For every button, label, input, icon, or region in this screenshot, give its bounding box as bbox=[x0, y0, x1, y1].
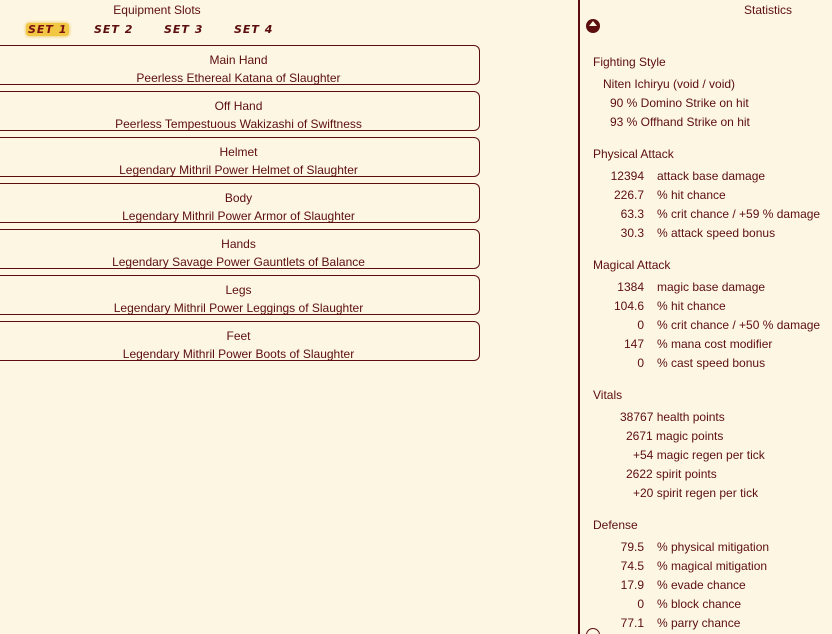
stat-label: % mana cost modifier bbox=[657, 337, 773, 351]
stat-label: % hit chance bbox=[657, 299, 726, 313]
stat-value: 63.3 bbox=[620, 207, 644, 221]
statistics-panel bbox=[580, 0, 832, 634]
statistics-title: Statistics bbox=[743, 3, 792, 17]
stat-label: % hit chance bbox=[657, 188, 726, 202]
slot-name: Helmet bbox=[219, 145, 258, 159]
stat-label: % evade chance bbox=[657, 578, 746, 592]
tab-set-2[interactable]: SET 2 bbox=[94, 23, 134, 36]
slot-item: Legendary Mithril Power Helmet of Slaughter bbox=[119, 163, 358, 177]
vitals-line: 38767 health points bbox=[620, 410, 725, 424]
scroll-down-icon[interactable] bbox=[586, 628, 600, 634]
slot-name: Main Hand bbox=[209, 53, 268, 67]
stat-label: % crit chance / +59 % damage bbox=[657, 207, 821, 221]
slot-item: Legendary Mithril Power Armor of Slaughter bbox=[122, 209, 355, 223]
stat-label: % physical mitigation bbox=[657, 540, 770, 554]
fighting-style-value: Niten Ichiryu (void / void) bbox=[603, 77, 736, 91]
scroll-up-icon[interactable] bbox=[586, 19, 600, 33]
stat-value: 1384 bbox=[617, 280, 644, 294]
slot-item: Peerless Tempestuous Wakizashi of Swiftness bbox=[115, 117, 362, 131]
stat-value: 147 bbox=[623, 337, 644, 351]
slot-name: Legs bbox=[225, 283, 252, 297]
stat-label: % attack speed bonus bbox=[657, 226, 776, 240]
slot-name: Feet bbox=[226, 329, 251, 343]
fighting-style-line: 93 % Offhand Strike on hit bbox=[610, 115, 750, 129]
tab-set-1[interactable]: SET 1 bbox=[28, 23, 68, 36]
slot-item: Legendary Mithril Power Leggings of Slaughter bbox=[113, 301, 364, 315]
vitals-line: +54 magic regen per tick bbox=[633, 448, 765, 462]
stat-value: 74.5 bbox=[620, 559, 644, 573]
physical-attack-title: Physical Attack bbox=[593, 147, 674, 161]
stat-value: 104.6 bbox=[613, 299, 644, 313]
tab-set-3[interactable]: SET 3 bbox=[164, 23, 204, 36]
stat-value: 0 bbox=[637, 318, 644, 332]
stat-label: magic base damage bbox=[657, 280, 766, 294]
slot-name: Body bbox=[224, 191, 253, 205]
slot-item: Legendary Mithril Power Boots of Slaughter bbox=[122, 347, 355, 361]
stat-value: 0 bbox=[637, 597, 644, 611]
stat-label: % cast speed bonus bbox=[657, 356, 766, 370]
slot-off-hand[interactable] bbox=[0, 91, 480, 131]
tab-set-4[interactable]: SET 4 bbox=[234, 23, 274, 36]
vitals-line: +20 spirit regen per tick bbox=[633, 486, 759, 500]
slot-body[interactable] bbox=[0, 183, 480, 223]
magical-attack-title: Magical Attack bbox=[593, 258, 671, 272]
slot-legs[interactable] bbox=[0, 275, 480, 315]
slot-helmet[interactable] bbox=[0, 137, 480, 177]
stat-label: % crit chance / +50 % damage bbox=[657, 318, 821, 332]
stat-value: 79.5 bbox=[620, 540, 644, 554]
vitals-line: 2622 spirit points bbox=[626, 467, 717, 481]
stat-label: % parry chance bbox=[657, 616, 741, 630]
slot-name: Hands bbox=[221, 237, 256, 251]
stat-value: 17.9 bbox=[620, 578, 644, 592]
fighting-style-line: 90 % Domino Strike on hit bbox=[610, 96, 749, 110]
slot-feet[interactable] bbox=[0, 321, 480, 361]
fighting-style-title: Fighting Style bbox=[593, 55, 666, 69]
stat-label: % block chance bbox=[657, 597, 742, 611]
defense-title: Defense bbox=[593, 518, 638, 532]
stat-label: attack base damage bbox=[657, 169, 766, 183]
slot-hands[interactable] bbox=[0, 229, 480, 269]
vitals-line: 2671 magic points bbox=[626, 429, 724, 443]
stat-value: 12394 bbox=[610, 169, 644, 183]
stat-value: 30.3 bbox=[620, 226, 644, 240]
slot-item: Legendary Savage Power Gauntlets of Balance bbox=[112, 255, 365, 269]
stat-value: 0 bbox=[637, 356, 644, 370]
stat-label: % magical mitigation bbox=[657, 559, 768, 573]
slot-main-hand[interactable] bbox=[0, 45, 480, 85]
vitals-title: Vitals bbox=[593, 388, 623, 402]
slot-item: Peerless Ethereal Katana of Slaughter bbox=[136, 71, 341, 85]
stat-value: 226.7 bbox=[613, 188, 644, 202]
equipment-title: Equipment Slots bbox=[113, 3, 201, 17]
stat-value: 77.1 bbox=[620, 616, 644, 630]
slot-name: Off Hand bbox=[214, 99, 263, 113]
